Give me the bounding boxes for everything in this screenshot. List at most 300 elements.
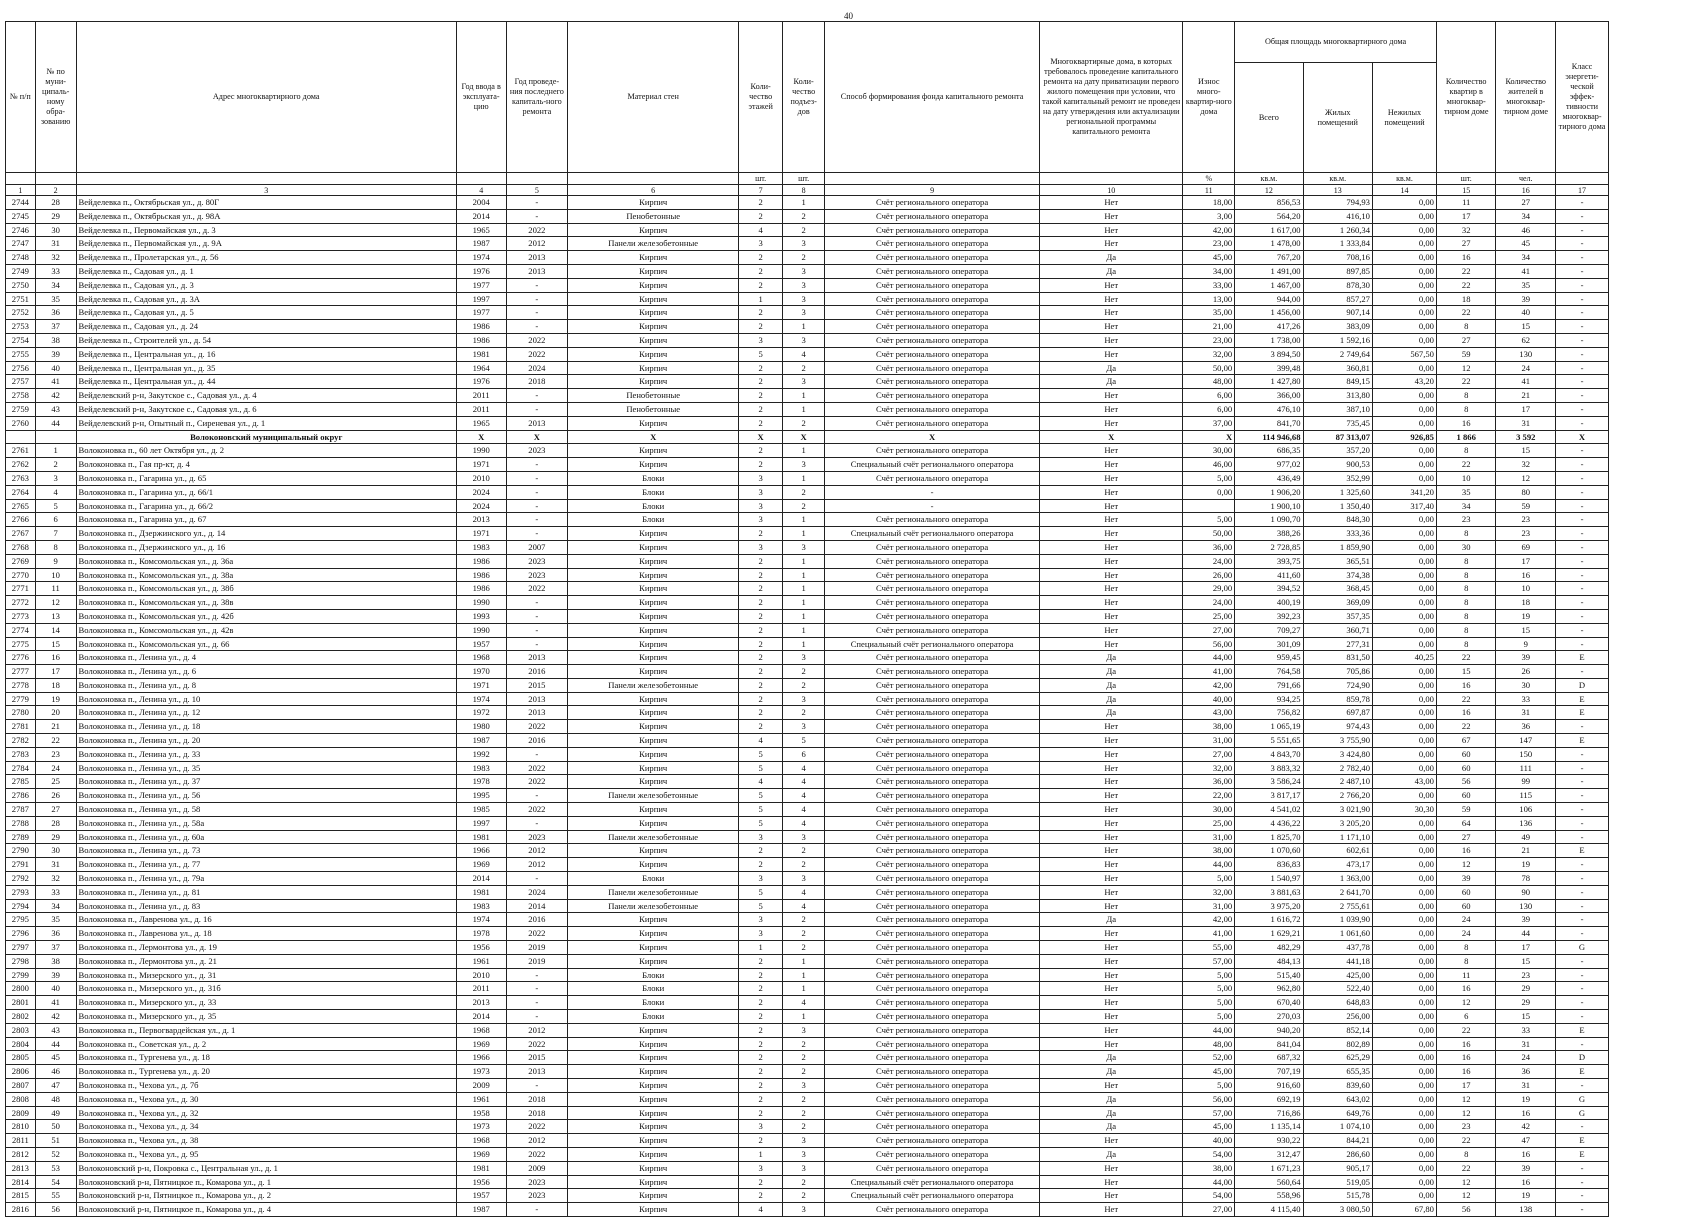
cell-wall-material: Кирпич	[568, 1120, 739, 1134]
cell-residents: 62	[1496, 333, 1556, 347]
cell-area-nonresidential: 0,00	[1372, 596, 1436, 610]
cell-repair-required: Нет	[1040, 858, 1183, 872]
cell-energy-class: G	[1556, 1092, 1609, 1106]
cell-area-nonresidential: 0,00	[1372, 1106, 1436, 1120]
cell-repair-required: Нет	[1040, 1189, 1183, 1203]
cell-repair-required: Нет	[1040, 941, 1183, 955]
cell-row-number: 2811	[6, 1134, 36, 1148]
cell-year-last-repair: -	[506, 292, 568, 306]
cell-year-last-repair: 2013	[506, 692, 568, 706]
cell-address: Волоконовка п., Гагарина ул., д. 66/1	[76, 485, 456, 499]
table-row	[6, 1023, 1609, 1037]
cell-address: Волоконовка п., Ленина ул., д. 6	[76, 665, 456, 679]
cell-entrances: 2	[783, 941, 825, 955]
cell-repair-required: Нет	[1040, 389, 1183, 403]
table-row	[6, 609, 1609, 623]
cell-row-number: 2744	[6, 196, 36, 210]
cell-wear: 22,00	[1183, 789, 1235, 803]
cell-area-total: 764,58	[1235, 665, 1303, 679]
cell-area-total: 934,25	[1235, 692, 1303, 706]
cell-floors: 3	[739, 1120, 783, 1134]
header-row-number: № п/п	[6, 22, 36, 173]
cell-year-commissioned: 1980	[456, 720, 506, 734]
cell-municipal-number: 50	[35, 1120, 76, 1134]
cell-wall-material: Кирпич	[568, 1175, 739, 1189]
cell-area-residential: 708,16	[1303, 251, 1372, 265]
table-row	[6, 223, 1609, 237]
cell-energy-class: E	[1556, 692, 1609, 706]
cell-wall-material: Кирпич	[568, 1134, 739, 1148]
cell-area-total: 977,02	[1235, 458, 1303, 472]
cell-entrances: 3	[783, 830, 825, 844]
cell-row-number: 2793	[6, 885, 36, 899]
cell-repair-required: Нет	[1040, 568, 1183, 582]
cell-municipal-number: 22	[35, 734, 76, 748]
cell-year-commissioned: 1966	[456, 1051, 506, 1065]
housing-register-table	[5, 21, 1609, 1217]
cell-address: Волоконовка п., Чехова ул., д. 7б	[76, 1079, 456, 1093]
cell-wear: 35,00	[1183, 306, 1235, 320]
cell-fund-method: Счёт регионального оператора	[825, 251, 1040, 265]
cell-area-total: 1 671,23	[1235, 1161, 1303, 1175]
cell-energy-class: E	[1556, 651, 1609, 665]
cell-area-residential: 3 021,90	[1303, 803, 1372, 817]
table-row	[6, 471, 1609, 485]
cell-wall-material: Кирпич	[568, 1065, 739, 1079]
cell-fund-method: X	[825, 430, 1040, 444]
cell-floors: 5	[739, 899, 783, 913]
cell-entrances: 5	[783, 734, 825, 748]
cell-fund-method: Счёт регионального оператора	[825, 444, 1040, 458]
table-row	[6, 540, 1609, 554]
cell-fund-method: -	[825, 499, 1040, 513]
cell-energy-class: -	[1556, 375, 1609, 389]
cell-residents: 33	[1496, 692, 1556, 706]
cell-row-number: 2809	[6, 1106, 36, 1120]
cell-area-nonresidential: 0,00	[1372, 402, 1436, 416]
cell-floors: 2	[739, 264, 783, 278]
table-row	[6, 375, 1609, 389]
cell-row-number: 2808	[6, 1092, 36, 1106]
cell-wall-material: Панели железобетонные	[568, 237, 739, 251]
cell-area-nonresidential: 0,00	[1372, 1010, 1436, 1024]
cell-municipal-number: 34	[35, 899, 76, 913]
cell-row-number: 2755	[6, 347, 36, 361]
cell-year-last-repair: -	[506, 1079, 568, 1093]
table-row	[6, 844, 1609, 858]
cell-wear: 57,00	[1183, 954, 1235, 968]
cell-wear: 50,00	[1183, 527, 1235, 541]
unit-area-nonresidential: кв.м.	[1372, 173, 1436, 185]
cell-area-nonresidential: 567,50	[1372, 347, 1436, 361]
cell-energy-class: -	[1556, 237, 1609, 251]
cell-area-total: 1 135,14	[1235, 1120, 1303, 1134]
cell-repair-required: Нет	[1040, 306, 1183, 320]
cell-area-total: 1 900,10	[1235, 499, 1303, 513]
cell-residents: 9	[1496, 637, 1556, 651]
cell-residents: 24	[1496, 1051, 1556, 1065]
cell-area-residential: 374,38	[1303, 568, 1372, 582]
cell-fund-method: Счёт регионального оператора	[825, 678, 1040, 692]
table-row	[6, 692, 1609, 706]
cell-area-nonresidential: 0,00	[1372, 416, 1436, 430]
cell-area-total: 392,23	[1235, 609, 1303, 623]
cell-area-total: 1 070,60	[1235, 844, 1303, 858]
cell-repair-required: Нет	[1040, 237, 1183, 251]
cell-year-commissioned: 1995	[456, 789, 506, 803]
cell-address: Волоконовка п., Комсомольская ул., д. 36а	[76, 554, 456, 568]
cell-floors: 2	[739, 389, 783, 403]
cell-wall-material: Кирпич	[568, 775, 739, 789]
cell-address: Волоконовка п., Комсомольская ул., д. 42в	[76, 623, 456, 637]
cell-wear: 46,00	[1183, 458, 1235, 472]
cell-year-commissioned: 2011	[456, 402, 506, 416]
cell-wall-material: Блоки	[568, 982, 739, 996]
cell-area-total: 1 738,00	[1235, 333, 1303, 347]
cell-floors: 3	[739, 513, 783, 527]
table-row	[6, 678, 1609, 692]
cell-year-last-repair: 2013	[506, 706, 568, 720]
cell-energy-class: -	[1556, 1079, 1609, 1093]
cell-wall-material: Кирпич	[568, 554, 739, 568]
cell-energy-class: -	[1556, 264, 1609, 278]
table-row	[6, 734, 1609, 748]
cell-entrances: 3	[783, 333, 825, 347]
cell-entrances: 4	[783, 996, 825, 1010]
header-area-nonresidential: Нежилых помещений	[1372, 63, 1436, 173]
cell-wear: 34,00	[1183, 264, 1235, 278]
cell-address: Волоконовка п., Мизерского ул., д. 31б	[76, 982, 456, 996]
cell-entrances: 3	[783, 1147, 825, 1161]
cell-residents: 41	[1496, 375, 1556, 389]
column-number: 9	[825, 185, 1040, 196]
cell-apartments: 24	[1436, 913, 1496, 927]
cell-floors: 2	[739, 678, 783, 692]
cell-year-commissioned: 1970	[456, 665, 506, 679]
cell-residents: 17	[1496, 941, 1556, 955]
cell-entrances: 1	[783, 609, 825, 623]
cell-year-commissioned: 1986	[456, 568, 506, 582]
cell-year-last-repair: 2024	[506, 885, 568, 899]
cell-area-nonresidential: 0,00	[1372, 1079, 1436, 1093]
cell-energy-class: -	[1556, 982, 1609, 996]
cell-repair-required: Нет	[1040, 747, 1183, 761]
cell-area-residential: 519,05	[1303, 1175, 1372, 1189]
cell-year-commissioned: 1968	[456, 651, 506, 665]
cell-residents: 111	[1496, 761, 1556, 775]
cell-residents: 40	[1496, 306, 1556, 320]
cell-year-last-repair: 2023	[506, 1189, 568, 1203]
cell-address: Волоконовка п., Ленина ул., д. 35	[76, 761, 456, 775]
table-row	[6, 582, 1609, 596]
cell-energy-class: -	[1556, 416, 1609, 430]
cell-entrances: 4	[783, 899, 825, 913]
cell-municipal-number: 7	[35, 527, 76, 541]
cell-row-number: 2778	[6, 678, 36, 692]
cell-row-number: 2761	[6, 444, 36, 458]
cell-repair-required: Нет	[1040, 1010, 1183, 1024]
cell-apartments: 8	[1436, 389, 1496, 403]
cell-address: Вейделевка п., Садовая ул., д. 1	[76, 264, 456, 278]
cell-municipal-number: 43	[35, 1023, 76, 1037]
cell-area-nonresidential: 0,00	[1372, 1023, 1436, 1037]
cell-address: Вейделевский р-н, Опытный п., Сиреневая ул., д. 1	[76, 416, 456, 430]
cell-area-residential: 387,10	[1303, 402, 1372, 416]
cell-entrances: 3	[783, 872, 825, 886]
cell-row-number: 2774	[6, 623, 36, 637]
header-area-total: Всего	[1235, 63, 1303, 173]
cell-floors: 2	[739, 996, 783, 1010]
cell-area-residential: 839,60	[1303, 1079, 1372, 1093]
cell-wear: 32,00	[1183, 885, 1235, 899]
cell-area-total: 1 825,70	[1235, 830, 1303, 844]
cell-apartments: 16	[1436, 1037, 1496, 1051]
cell-fund-method: Счёт регионального оператора	[825, 927, 1040, 941]
cell-area-total: 962,80	[1235, 982, 1303, 996]
cell-floors: 2	[739, 609, 783, 623]
cell-area-nonresidential: 0,00	[1372, 885, 1436, 899]
cell-municipal-number: 36	[35, 306, 76, 320]
cell-fund-method: Счёт регионального оператора	[825, 1203, 1040, 1217]
cell-area-total: 482,29	[1235, 941, 1303, 955]
cell-year-last-repair: 2013	[506, 416, 568, 430]
cell-year-commissioned: 1965	[456, 223, 506, 237]
cell-apartments: 8	[1436, 609, 1496, 623]
table-row	[6, 899, 1609, 913]
cell-apartments: 34	[1436, 499, 1496, 513]
cell-apartments: 16	[1436, 844, 1496, 858]
cell-wall-material: Кирпич	[568, 941, 739, 955]
table-row	[6, 1037, 1609, 1051]
cell-residents: 41	[1496, 264, 1556, 278]
cell-apartments: 22	[1436, 458, 1496, 472]
cell-wear: 48,00	[1183, 375, 1235, 389]
cell-municipal-number: 25	[35, 775, 76, 789]
cell-wall-material: Пенобетонные	[568, 389, 739, 403]
cell-year-commissioned: 1986	[456, 333, 506, 347]
cell-address: Волоконовка п., Гагарина ул., д. 65	[76, 471, 456, 485]
cell-address: Вейделевка п., Октябрьская ул., д. 98А	[76, 209, 456, 223]
table-row	[6, 803, 1609, 817]
cell-wall-material: Кирпич	[568, 1079, 739, 1093]
cell-municipal-number: 18	[35, 678, 76, 692]
cell-residents: 3 592	[1496, 430, 1556, 444]
cell-year-commissioned: 1990	[456, 623, 506, 637]
cell-address: Волоконовка п., Ленина ул., д. 79а	[76, 872, 456, 886]
table-row	[6, 1175, 1609, 1189]
cell-area-total: 270,03	[1235, 1010, 1303, 1024]
cell-area-residential: 2 749,64	[1303, 347, 1372, 361]
cell-area-residential: 844,21	[1303, 1134, 1372, 1148]
cell-row-number: 2769	[6, 554, 36, 568]
cell-row-number: 2766	[6, 513, 36, 527]
cell-repair-required: Да	[1040, 651, 1183, 665]
cell-entrances: 3	[783, 1203, 825, 1217]
cell-year-last-repair: -	[506, 485, 568, 499]
cell-area-nonresidential: 0,00	[1372, 458, 1436, 472]
cell-year-last-repair: -	[506, 527, 568, 541]
table-row	[6, 333, 1609, 347]
cell-area-nonresidential: 317,40	[1372, 499, 1436, 513]
cell-wall-material: Кирпич	[568, 651, 739, 665]
cell-repair-required: Нет	[1040, 609, 1183, 623]
cell-apartments: 12	[1436, 996, 1496, 1010]
cell-row-number: 2804	[6, 1037, 36, 1051]
cell-municipal-number: 3	[35, 471, 76, 485]
cell-area-residential: 286,60	[1303, 1147, 1372, 1161]
cell-energy-class: -	[1556, 458, 1609, 472]
table-row	[6, 1120, 1609, 1134]
cell-entrances: 3	[783, 692, 825, 706]
cell-wall-material: Кирпич	[568, 292, 739, 306]
cell-year-last-repair: 2007	[506, 540, 568, 554]
cell-entrances: 2	[783, 223, 825, 237]
cell-year-last-repair: 2023	[506, 1175, 568, 1189]
cell-row-number: 2758	[6, 389, 36, 403]
cell-apartments: 22	[1436, 1023, 1496, 1037]
cell-energy-class: -	[1556, 775, 1609, 789]
cell-wall-material: Кирпич	[568, 692, 739, 706]
cell-floors: 2	[739, 623, 783, 637]
cell-area-nonresidential: 0,00	[1372, 913, 1436, 927]
cell-repair-required: Да	[1040, 1065, 1183, 1079]
cell-year-commissioned: X	[456, 430, 506, 444]
cell-energy-class: -	[1556, 609, 1609, 623]
cell-area-residential: 848,30	[1303, 513, 1372, 527]
cell-area-residential: 802,89	[1303, 1037, 1372, 1051]
cell-fund-method: Счёт регионального оператора	[825, 844, 1040, 858]
cell-row-number: 2802	[6, 1010, 36, 1024]
cell-repair-required: Да	[1040, 361, 1183, 375]
cell-residents: 16	[1496, 1147, 1556, 1161]
cell-entrances: 2	[783, 416, 825, 430]
cell-municipal-number: 5	[35, 499, 76, 513]
cell-repair-required: Да	[1040, 692, 1183, 706]
cell-area-total: 1 065,19	[1235, 720, 1303, 734]
table-row	[6, 209, 1609, 223]
cell-wear: 40,00	[1183, 1134, 1235, 1148]
cell-entrances: X	[783, 430, 825, 444]
cell-row-number: 2786	[6, 789, 36, 803]
cell-repair-required: Нет	[1040, 582, 1183, 596]
cell-year-commissioned: 1958	[456, 1106, 506, 1120]
cell-wall-material: Кирпич	[568, 1203, 739, 1217]
cell-area-residential: 360,71	[1303, 623, 1372, 637]
cell-fund-method: Счёт регионального оператора	[825, 761, 1040, 775]
cell-repair-required: Нет	[1040, 954, 1183, 968]
cell-entrances: 2	[783, 1037, 825, 1051]
cell-municipal-number: 55	[35, 1189, 76, 1203]
cell-year-commissioned: 1985	[456, 803, 506, 817]
cell-apartments: 60	[1436, 747, 1496, 761]
cell-municipal-number: 35	[35, 292, 76, 306]
cell-wall-material: Блоки	[568, 968, 739, 982]
cell-wall-material: Панели железобетонные	[568, 899, 739, 913]
cell-repair-required: Нет	[1040, 1079, 1183, 1093]
cell-year-last-repair: -	[506, 278, 568, 292]
cell-floors: 5	[739, 816, 783, 830]
cell-area-residential: 794,93	[1303, 196, 1372, 210]
cell-apartments: 8	[1436, 596, 1496, 610]
cell-wall-material: Кирпич	[568, 747, 739, 761]
cell-address: Волоконовка п., Ленина ул., д. 8	[76, 678, 456, 692]
cell-energy-class: -	[1556, 885, 1609, 899]
cell-energy-class: -	[1556, 968, 1609, 982]
cell-floors: 2	[739, 582, 783, 596]
cell-area-nonresidential: 0,00	[1372, 637, 1436, 651]
cell-year-commissioned: 1957	[456, 1189, 506, 1203]
cell-area-residential: 1 039,90	[1303, 913, 1372, 927]
cell-wear: 6,00	[1183, 402, 1235, 416]
column-number: 16	[1496, 185, 1556, 196]
cell-entrances: 4	[783, 775, 825, 789]
cell-floors: 3	[739, 485, 783, 499]
cell-fund-method: Специальный счёт регионального оператора	[825, 637, 1040, 651]
table-row	[6, 485, 1609, 499]
cell-entrances: 2	[783, 665, 825, 679]
cell-address: Волоконовка п., Комсомольская ул., д. 38в	[76, 596, 456, 610]
cell-area-nonresidential: 0,00	[1372, 747, 1436, 761]
cell-year-last-repair: 2009	[506, 1161, 568, 1175]
cell-year-last-repair: -	[506, 306, 568, 320]
cell-wall-material: Кирпич	[568, 1161, 739, 1175]
cell-fund-method: Специальный счёт регионального оператора	[825, 458, 1040, 472]
cell-energy-class: -	[1556, 292, 1609, 306]
cell-area-nonresidential: 43,00	[1372, 775, 1436, 789]
cell-row-number: 2751	[6, 292, 36, 306]
cell-entrances: 4	[783, 803, 825, 817]
cell-year-last-repair: -	[506, 458, 568, 472]
cell-address: Волоконовка п., Комсомольская ул., д. 38б	[76, 582, 456, 596]
cell-residents: 21	[1496, 389, 1556, 403]
cell-address: Волоконовка п., Мизерского ул., д. 31	[76, 968, 456, 982]
cell-apartments: 12	[1436, 1175, 1496, 1189]
cell-year-last-repair: 2022	[506, 720, 568, 734]
cell-residents: 12	[1496, 471, 1556, 485]
column-number: 11	[1183, 185, 1235, 196]
cell-area-total: 515,40	[1235, 968, 1303, 982]
cell-municipal-number: 26	[35, 789, 76, 803]
cell-area-residential: 437,78	[1303, 941, 1372, 955]
cell-entrances: 1	[783, 513, 825, 527]
cell-row-number: 2789	[6, 830, 36, 844]
cell-municipal-number: 33	[35, 264, 76, 278]
cell-address: Вейделевский р-н, Закутское с., Садовая ул., д. 6	[76, 402, 456, 416]
cell-municipal-number: 52	[35, 1147, 76, 1161]
cell-municipal-number: 47	[35, 1079, 76, 1093]
cell-entrances: 3	[783, 278, 825, 292]
cell-energy-class: -	[1556, 444, 1609, 458]
cell-municipal-number: 14	[35, 623, 76, 637]
cell-entrances: 2	[783, 678, 825, 692]
cell-row-number: 2792	[6, 872, 36, 886]
cell-municipal-number: 29	[35, 209, 76, 223]
cell-apartments: 22	[1436, 720, 1496, 734]
cell-area-residential: 724,90	[1303, 678, 1372, 692]
cell-municipal-number: 41	[35, 375, 76, 389]
cell-year-last-repair: 2013	[506, 1065, 568, 1079]
cell-municipal-number: 42	[35, 1010, 76, 1024]
cell-area-nonresidential: 0,00	[1372, 278, 1436, 292]
cell-fund-method: Счёт регионального оператора	[825, 361, 1040, 375]
cell-wear: 32,00	[1183, 761, 1235, 775]
cell-fund-method: Специальный счёт регионального оператора	[825, 527, 1040, 541]
cell-area-residential: 897,85	[1303, 264, 1372, 278]
cell-area-nonresidential: 0,00	[1372, 1065, 1436, 1079]
header-apartments: Количество квартир в многоквар-тирном доме	[1436, 22, 1496, 173]
cell-apartments: 16	[1436, 416, 1496, 430]
cell-wear: 38,00	[1183, 720, 1235, 734]
